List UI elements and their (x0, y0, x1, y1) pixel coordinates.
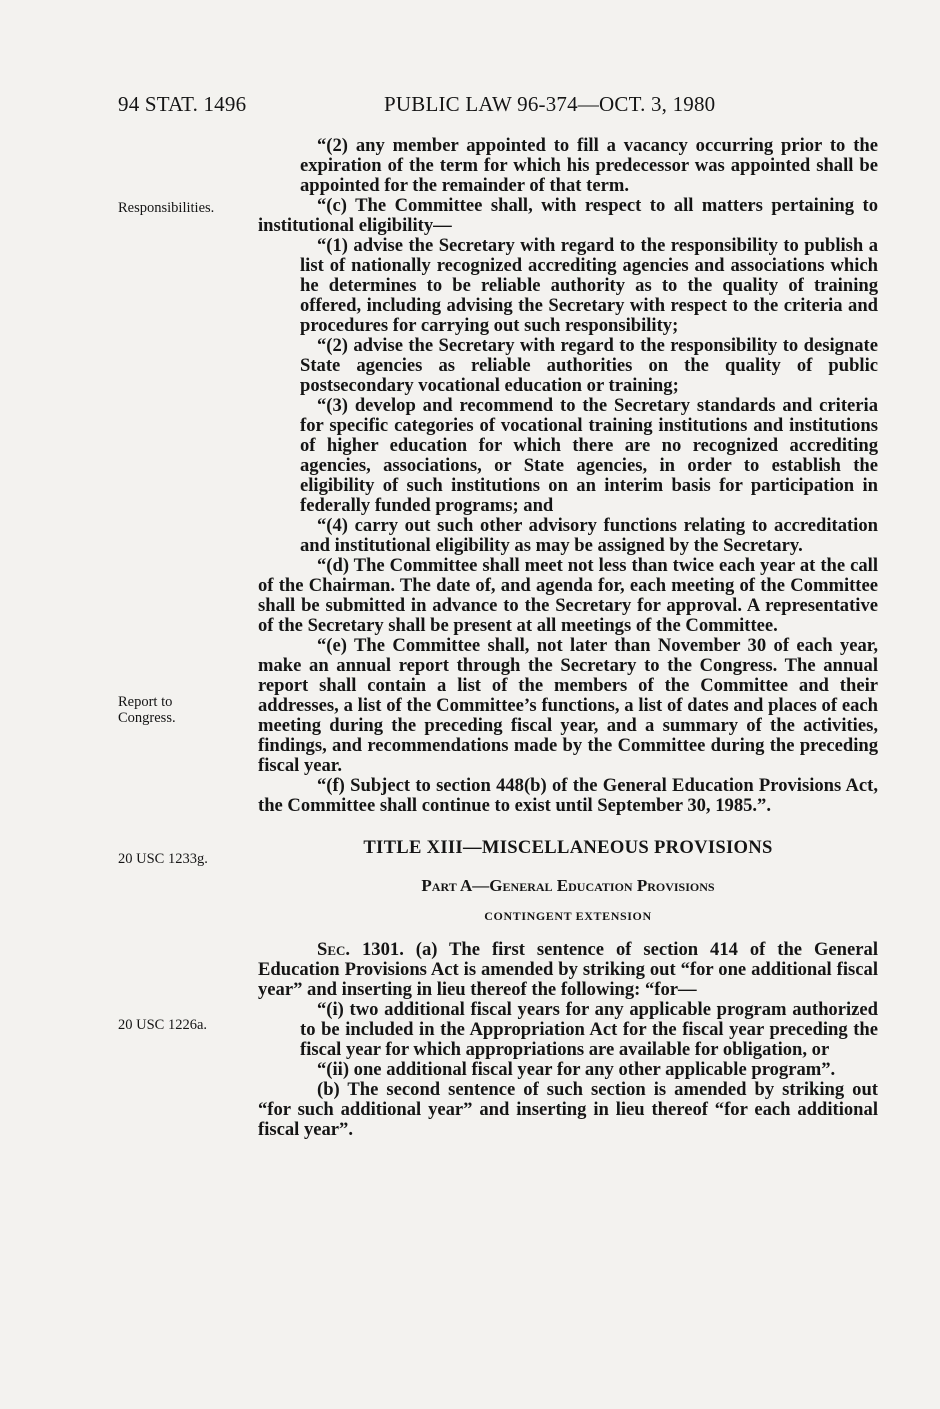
sec-label: Sec. (317, 939, 351, 960)
statute-body (258, 136, 878, 1140)
paragraph-e-report: “(e) The Committee shall, not later than November 30 of each year, make an annual report through the Secretary to the Congress. The annual report shall contain a list of the members of the Committee and their addresses, a list of the Committee’s functions, a list of dates and places of each meeting during the preceding fiscal year, and a summary of the activities, findings, and recommendations made by the Committee during the preceding fiscal year. (258, 635, 878, 776)
title-heading: TITLE XIII—MISCELLANEOUS PROVISIONS (363, 837, 773, 858)
paragraph-c-2: “(2) advise the Secretary with regard to the responsibility to designate State agencies as reliable authorities on the quality of public postsecondary vocational education or training; (300, 335, 878, 396)
section-caption: CONTINGENT EXTENSION (484, 909, 652, 923)
section-1301-b: (b) The second sentence of such section is amended by striking out “for such additional year” and inserting in lieu thereof “for each additional fiscal year”. (258, 1079, 878, 1140)
paragraph-c-responsibilities: “(c) The Committee shall, with respect to all matters pertaining to institutional eligibility— (258, 195, 878, 236)
paragraph-f-termination: “(f) Subject to section 448(b) of the General Education Provisions Act, the Committee shall continue to exist until September 30, 1985.”. (258, 775, 878, 816)
margin-note-responsibilities: Responsibilities. (118, 200, 215, 216)
margin-note-report-to-congress: Report to Congress. (118, 694, 176, 726)
section-1301-a-text: 1301. (a) The first sentence of section 414 of the General Education Provisions Act is amended by striking out “for one additional fiscal year” and inserting in lieu thereof the following: “for— (258, 939, 878, 1000)
paragraph-c-3: “(3) develop and recommend to the Secretary standards and criteria for specific categories of vocational training institutions and institutions of higher education for which there are no recognized accrediting agencies, associations, or State agencies, in order to establish the eligibility of such institutions on an interim basis for participation in federally funded programs; and (300, 395, 878, 516)
running-header: PUBLIC LAW 96-374—OCT. 3, 1980 (384, 92, 716, 116)
paragraph-2-vacancy: “(2) any member appointed to fill a vacancy occurring prior to the expiration of the term for which his predecessor was appointed shall be appointed for the remainder of that term. (300, 135, 878, 196)
stat-page-number: 94 STAT. 1496 (118, 92, 247, 116)
section-1301-a-i: “(i) two additional fiscal years for any applicable program authorized to be included in the Appropriation Act for the fiscal year preceding the fiscal year for which appropriations are available for obligation, or (300, 999, 878, 1060)
margin-note-usc-1233g: 20 USC 1233g. (118, 851, 208, 867)
paragraph-c-1: “(1) advise the Secretary with regard to the responsibility to publish a list of nationally recognized accrediting agencies and associations which he determines to be reliable authority as to the quality of training offered, including advising the Secretary with respect to the criteria and procedures for carrying out such responsibility; (300, 235, 878, 336)
margin-note-usc-1226a: 20 USC 1226a. (118, 1017, 208, 1033)
paragraph-c-4: “(4) carry out such other advisory functions relating to accreditation and institutional eligibility as may be assigned by the Secretary. (300, 515, 878, 556)
paragraph-d-meetings: “(d) The Committee shall meet not less than twice each year at the call of the Chairman. The date of, and agenda for, each meeting of the Committee shall be submitted in advance to the Secretary for approval. A representative of the Secretary shall be present at all meetings of the Committee. (258, 555, 878, 636)
section-1301-a (258, 940, 878, 1000)
section-1301-a-ii: “(ii) one additional fiscal year for any other applicable program”. (317, 1059, 836, 1080)
part-heading: Part A—General Education Provisions (421, 876, 715, 895)
